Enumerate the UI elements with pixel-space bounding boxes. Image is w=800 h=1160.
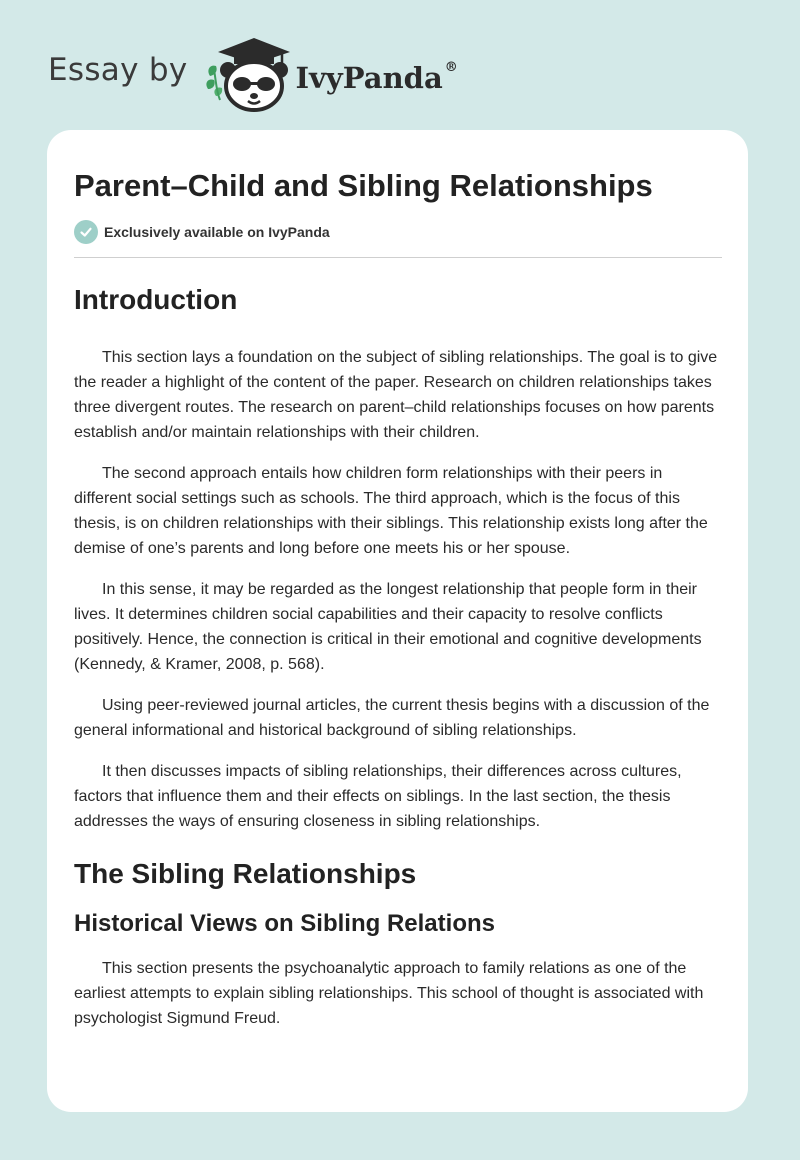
intro-paragraph: Using peer-reviewed journal articles, the current thesis begins with a discussion of the general informational and historical background of sibling relationships.	[74, 697, 710, 739]
sibling-paragraph: This section presents the psychoanalytic approach to family relations as one of the earliest attempts to explain sibling relationships. This school of thought is associated with psychologist Sigmund Freud.	[74, 960, 704, 1027]
panda-graduation-icon[interactable]	[204, 34, 290, 114]
intro-paragraph: It then discusses impacts of sibling relationships, their differences across cultures, factors that influence them and their effects on siblings. In the last section, the thesis addresses the ways of ensuring closeness in sibling relationships.	[74, 763, 682, 830]
intro-paragraph: The second approach entails how children form relationships with their peers in different social settings such as schools. The third approach, which is the focus of this thesis, is on children relationships with their siblings. This relationship exists long after the demise of one’s parents and long before one meets his or her spouse.	[74, 465, 708, 557]
check-icon	[74, 220, 98, 244]
historical-subheading: Historical Views on Sibling Relations	[74, 910, 495, 937]
site-header	[48, 34, 458, 114]
title-divider	[74, 257, 722, 258]
exclusive-badge	[74, 220, 722, 244]
brand-name[interactable]: IvyPanda ®	[295, 60, 458, 95]
registered-mark: ®	[444, 60, 458, 76]
sibling-heading: The Sibling Relationships	[74, 858, 417, 889]
exclusive-label: Exclusively available on IvyPanda	[104, 224, 330, 240]
essay-by-label: Essay by	[48, 52, 188, 88]
essay-title: Parent–Child and Sibling Relationships	[74, 168, 653, 203]
intro-paragraph: In this sense, it may be regarded as the longest relationship that people form in their lives. It determines children social capabilities and their capacity to resolve conflicts positively. Hence, the connection is critical in their emotional and cognitive developments (Kennedy, & Kramer, 2008, p. 568).	[74, 581, 702, 673]
intro-heading: Introduction	[74, 284, 238, 315]
essay-card	[47, 130, 748, 1112]
intro-paragraph: This section lays a foundation on the subject of sibling relationships. The goal is to give the reader a highlight of the content of the paper. Research on children relationships takes three divergent routes. The research on parent–child relationships focuses on how parents establish and/or maintain relationships with their children.	[74, 349, 718, 441]
